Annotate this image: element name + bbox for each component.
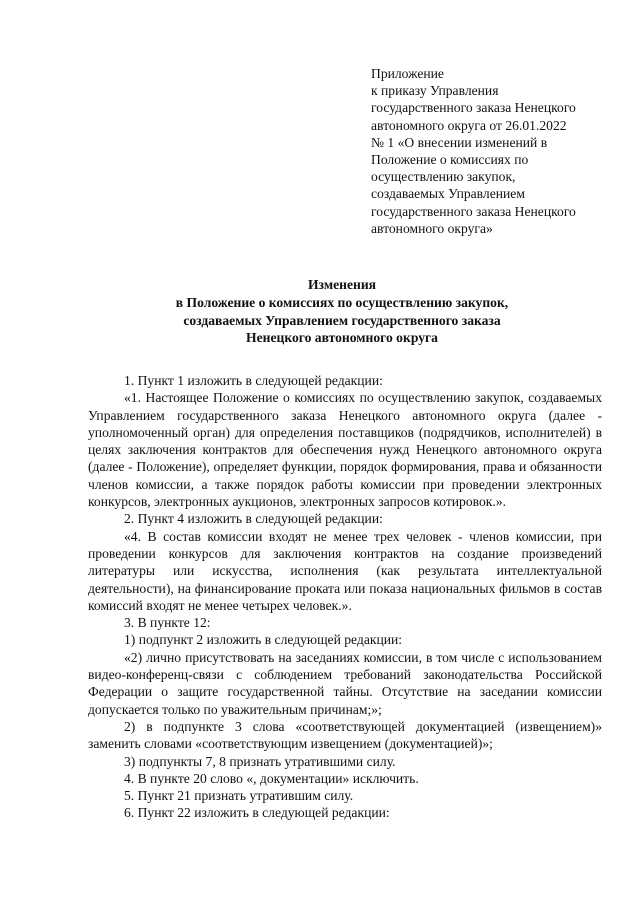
appendix-line: к приказу Управления — [371, 83, 499, 99]
appendix-line: Приложение — [371, 66, 444, 81]
appendix-line: государственного заказа Ненецкого — [371, 100, 576, 116]
paragraph-item-2: 2. Пункт 4 изложить в следующей редакции: — [124, 511, 383, 527]
appendix-line: № 1 «О внесении изменений в — [371, 134, 548, 150]
title-line: Ненецкого автономного округа — [246, 330, 438, 346]
appendix-line: осуществлению закупок, — [371, 169, 516, 185]
paragraph-item-1-text: «1. Настоящее Положение о комиссиях по осуществлению закупок, создаваемых Управлением государственного заказа Ненецкого автономного округа (далее - уполномоченный орган) для определения поставщиков (подрядчиков, исполнителей) в целях заключения контрактов для обеспечения нужд Ненецкого автономного округа (далее - Положение), определяет функции, порядок формирования, права и обязанности членов комиссии, а также порядок работы комиссии при проведении электронных конкурсов, электронных аукционов, электронных запросов котировок.». — [88, 390, 602, 510]
title-line: Изменения — [307, 277, 377, 292]
paragraph-item-1: 1. Пункт 1 изложить в следующей редакции: — [124, 373, 383, 388]
appendix-block — [371, 65, 606, 237]
document-title — [80, 276, 604, 347]
paragraph-item-3-sub-1: 1) подпункт 2 изложить в следующей редакции: — [124, 632, 403, 648]
paragraph-item-6: 6. Пункт 22 изложить в следующей редакции: — [124, 805, 390, 821]
paragraph-item-4: 4. В пункте 20 слово «, документации» исключить. — [124, 770, 419, 786]
appendix-line: Положение о комиссиях по — [371, 152, 529, 168]
paragraph-item-2-text: «4. В состав комиссии входят не менее трех человек - членов комиссии, при проведении конкурсов для заключения контрактов на создание произведений литературы или искусства, исполнения (как результата интеллектуальной деятельности), на финансирование проката или показа национальных фильмов в состав комиссий входят не менее четырех человек.». — [88, 528, 602, 613]
appendix-line: государственного заказа Ненецкого — [371, 203, 576, 219]
title-line: в Положение о комиссиях по осуществлению закупок, — [175, 294, 509, 310]
paragraph-item-3-sub-1-text: «2) лично присутствовать на заседаниях комиссии, в том числе с использованием видео-конференц-связи с соблюдением требований законодательства Российской Федерации о защите государственной тайны. Отсутствие на заседании комиссии допускается только по уважительным причинам;»; — [88, 649, 602, 717]
appendix-line: создаваемых Управлением — [371, 186, 525, 202]
paragraph-item-5: 5. Пункт 21 признать утратившим силу. — [124, 788, 354, 804]
title-line: создаваемых Управлением государственного заказа — [183, 312, 501, 328]
document-body — [88, 372, 602, 822]
appendix-line: автономного округа от 26.01.2022 — [371, 117, 567, 133]
paragraph-item-3-sub-3: 3) подпункты 7, 8 признать утратившими силу. — [124, 753, 396, 769]
appendix-line: автономного округа» — [371, 220, 493, 236]
paragraph-item-3-sub-2: 2) в подпункте 3 слова «соответствующей документацией (извещением)» заменить словами «соответствующим извещением (документацией)»; — [88, 718, 602, 752]
paragraph-item-3: 3. В пункте 12: — [124, 615, 211, 631]
